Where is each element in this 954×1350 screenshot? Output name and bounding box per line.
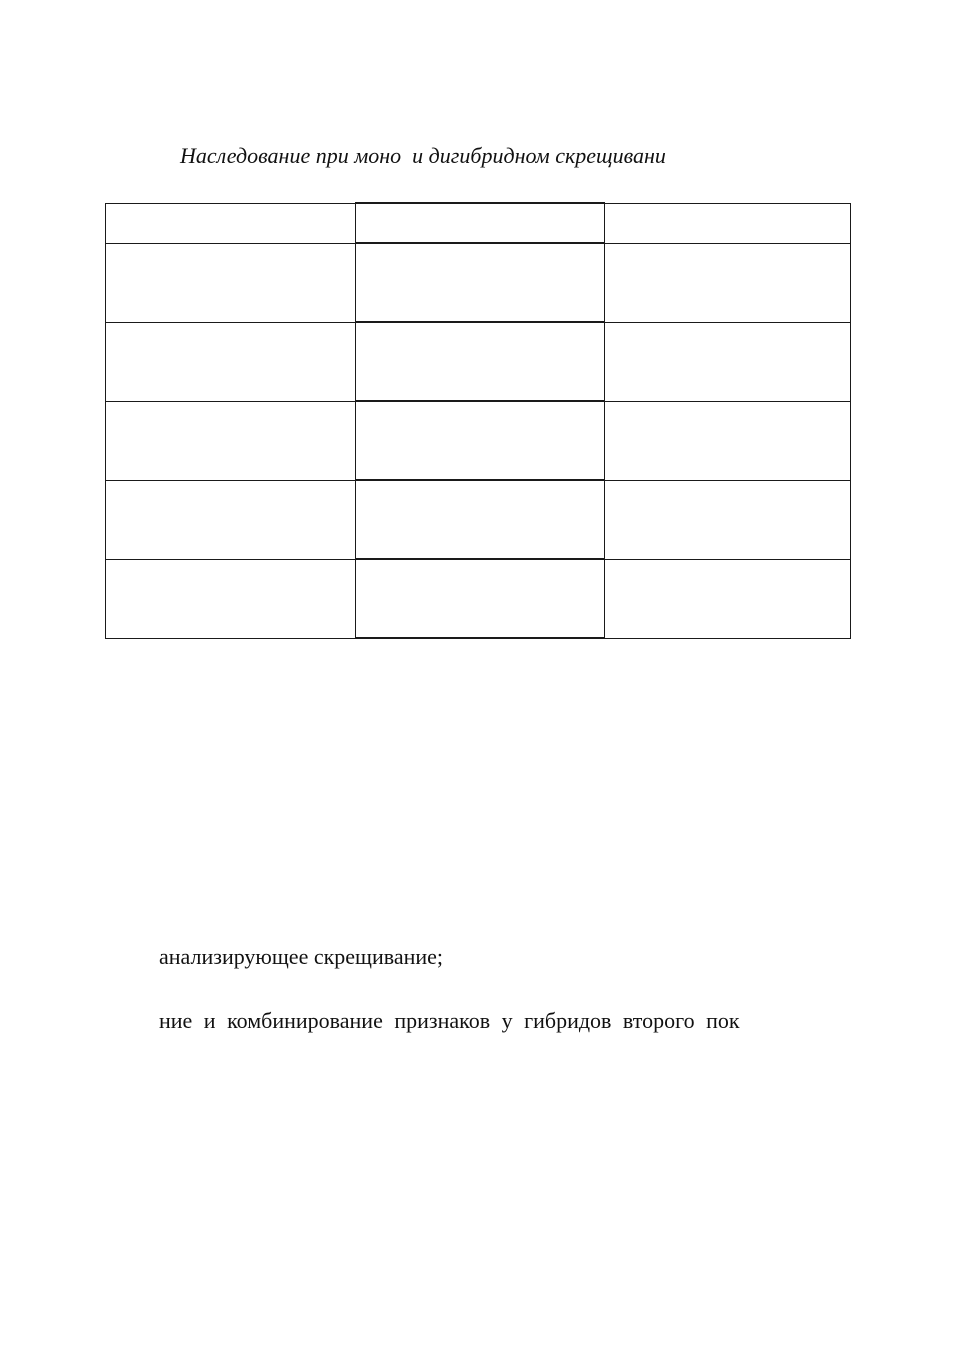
empty-table <box>105 202 851 639</box>
paragraph-trait-combination: ние и комбинирование признаков у гибридов второго пок <box>159 1008 740 1033</box>
table-cell <box>356 480 605 559</box>
table-row <box>106 559 851 638</box>
table-cell <box>356 203 605 243</box>
table-cell <box>605 401 851 480</box>
table-cell <box>106 401 356 480</box>
table-cell <box>356 559 605 638</box>
table-cell <box>356 401 605 480</box>
table-cell <box>356 322 605 401</box>
table-cell <box>106 243 356 322</box>
table-cell <box>106 322 356 401</box>
table-cell <box>605 559 851 638</box>
table-cell <box>106 559 356 638</box>
table-row <box>106 401 851 480</box>
table-cell <box>106 480 356 559</box>
table-row <box>106 322 851 401</box>
table-row <box>106 480 851 559</box>
table-cell <box>605 203 851 243</box>
table-row <box>106 243 851 322</box>
table-cell <box>605 243 851 322</box>
document-title: Наследование при моно и дигибридном скрещивани <box>180 143 666 168</box>
table-cell <box>106 203 356 243</box>
table-cell <box>605 480 851 559</box>
table-row <box>106 203 851 243</box>
paragraph-analyzing-cross: анализирующее скрещивание; <box>159 944 444 969</box>
table-cell <box>605 322 851 401</box>
table-cell <box>356 243 605 322</box>
